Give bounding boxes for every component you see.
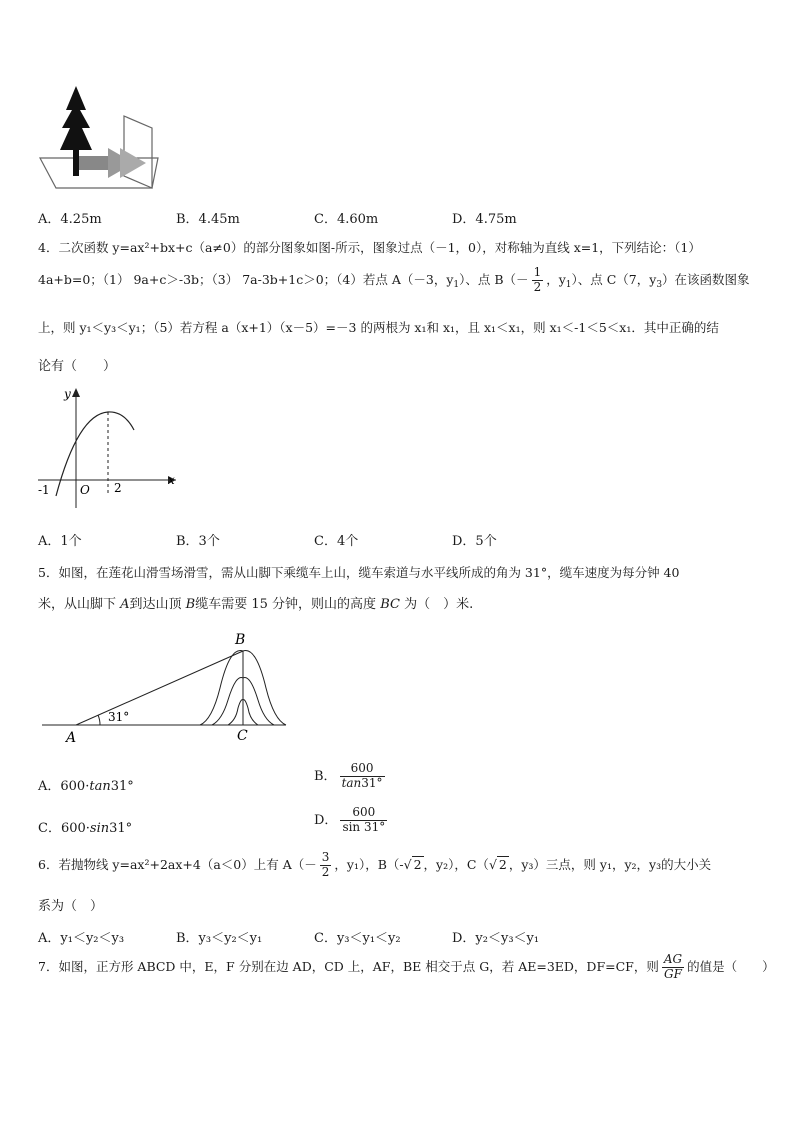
graph-two-label: 2 <box>114 481 122 495</box>
q4-option-d: D．5个 <box>452 534 497 549</box>
graph-x-label: x <box>168 473 175 487</box>
q3-option-c: C．4.60m <box>314 212 379 227</box>
q4-fraction: $\frac{1}{2}$ <box>533 265 542 294</box>
q3-option-b: B．4.45m <box>176 212 240 227</box>
tree-shadow-figure <box>36 86 160 192</box>
q6-line-2: 系为（ ） <box>38 899 104 914</box>
cable-car-diagram <box>40 628 290 748</box>
q6-option-c: C．y₃＜y₁＜y₂ <box>314 931 401 946</box>
q6-line-1: 6．若抛物线 y=ax²+2ax+4（a＜0）上有 A（－ $\frac{3}{2}$ ，y₁），B（-√ 2 ，y₂），C（√ 2 ，y₃）三点，则 y₁，y₂，y₃的大小关 <box>38 850 712 879</box>
q4-option-b: B．3个 <box>176 534 220 549</box>
q4-line-4: 论有（ ） <box>38 359 117 374</box>
q5-option-b: B． $\frac{600}{\tan 31^\circ}$ <box>314 761 383 790</box>
q5-line-1: 5．如图，在莲花山滑雪场滑雪，需从山脚下乘缆车上山，缆车索道与水平线所成的角为 31°，缆车速度为每分钟 40 <box>38 565 680 580</box>
q5-line-2: 米，从山脚下 A到达山顶 B缆车需要 15 分钟，则山的高度 BC 为（ ）米. <box>38 597 474 612</box>
diagram-label-c: C <box>237 728 248 744</box>
graph-origin-label: O <box>80 483 90 497</box>
q3-option-a: A．4.25m <box>38 212 102 227</box>
q5-option-c: C．600·sin31° <box>38 821 133 836</box>
q5-option-a: A．600·tan31° <box>38 779 134 794</box>
diagram-label-a: A <box>66 730 77 746</box>
q4-option-a: A．1个 <box>38 534 82 549</box>
diagram-label-b: B <box>235 632 246 648</box>
graph-neg1-label: -1 <box>38 483 50 497</box>
q5-option-d: D． $\frac{600}{\sin 31^\circ}$ <box>314 805 386 834</box>
q6-option-d: D．y₂＜y₃＜y₁ <box>452 931 540 946</box>
q6-option-a: A．y₁＜y₂＜y₃ <box>38 931 125 946</box>
q6-option-b: B．y₃＜y₂＜y₁ <box>176 931 263 946</box>
q4-line-3: 上，则 y₁＜y₃＜y₁；（5）若方程 a（x+1）（x－5）=－3 的两根为 x₁和 x₁，且 x₁＜x₁，则 x₁＜-1＜5＜x₁．其中正确的结 <box>38 320 719 335</box>
q7-line-1: 7．如图，正方形 ABCD 中，E，F 分别在边 AD，CD 上，AF，BE 相交于点 G，若 AE=3ED，DF=CF，则 $\frac{AG}{GF}$ 的值是（ ） <box>38 952 775 981</box>
q4-option-c: C．4个 <box>314 534 359 549</box>
diagram-angle-label: 31° <box>108 710 130 724</box>
q3-option-d: D．4.75m <box>452 212 517 227</box>
graph-y-label: y <box>64 387 71 401</box>
q4-line-2: 4a+b=0；（1） 9a+c＞-3b；（3） 7a-3b+1c＞0；（4）若点 A（－3，$y_1$）、点 B（－ $\frac{1}{2}$ ，$y_1$）、点 C（7，$y_3$）在该函数图象 <box>38 265 750 294</box>
parabola-graph <box>34 384 184 514</box>
q4-line-1: 4．二次函数 y=ax²+bx+c（a≠0）的部分图象如图-所示，图象过点（－1，0），对称轴为直线 x=1，下列结论：（1） <box>38 240 701 255</box>
